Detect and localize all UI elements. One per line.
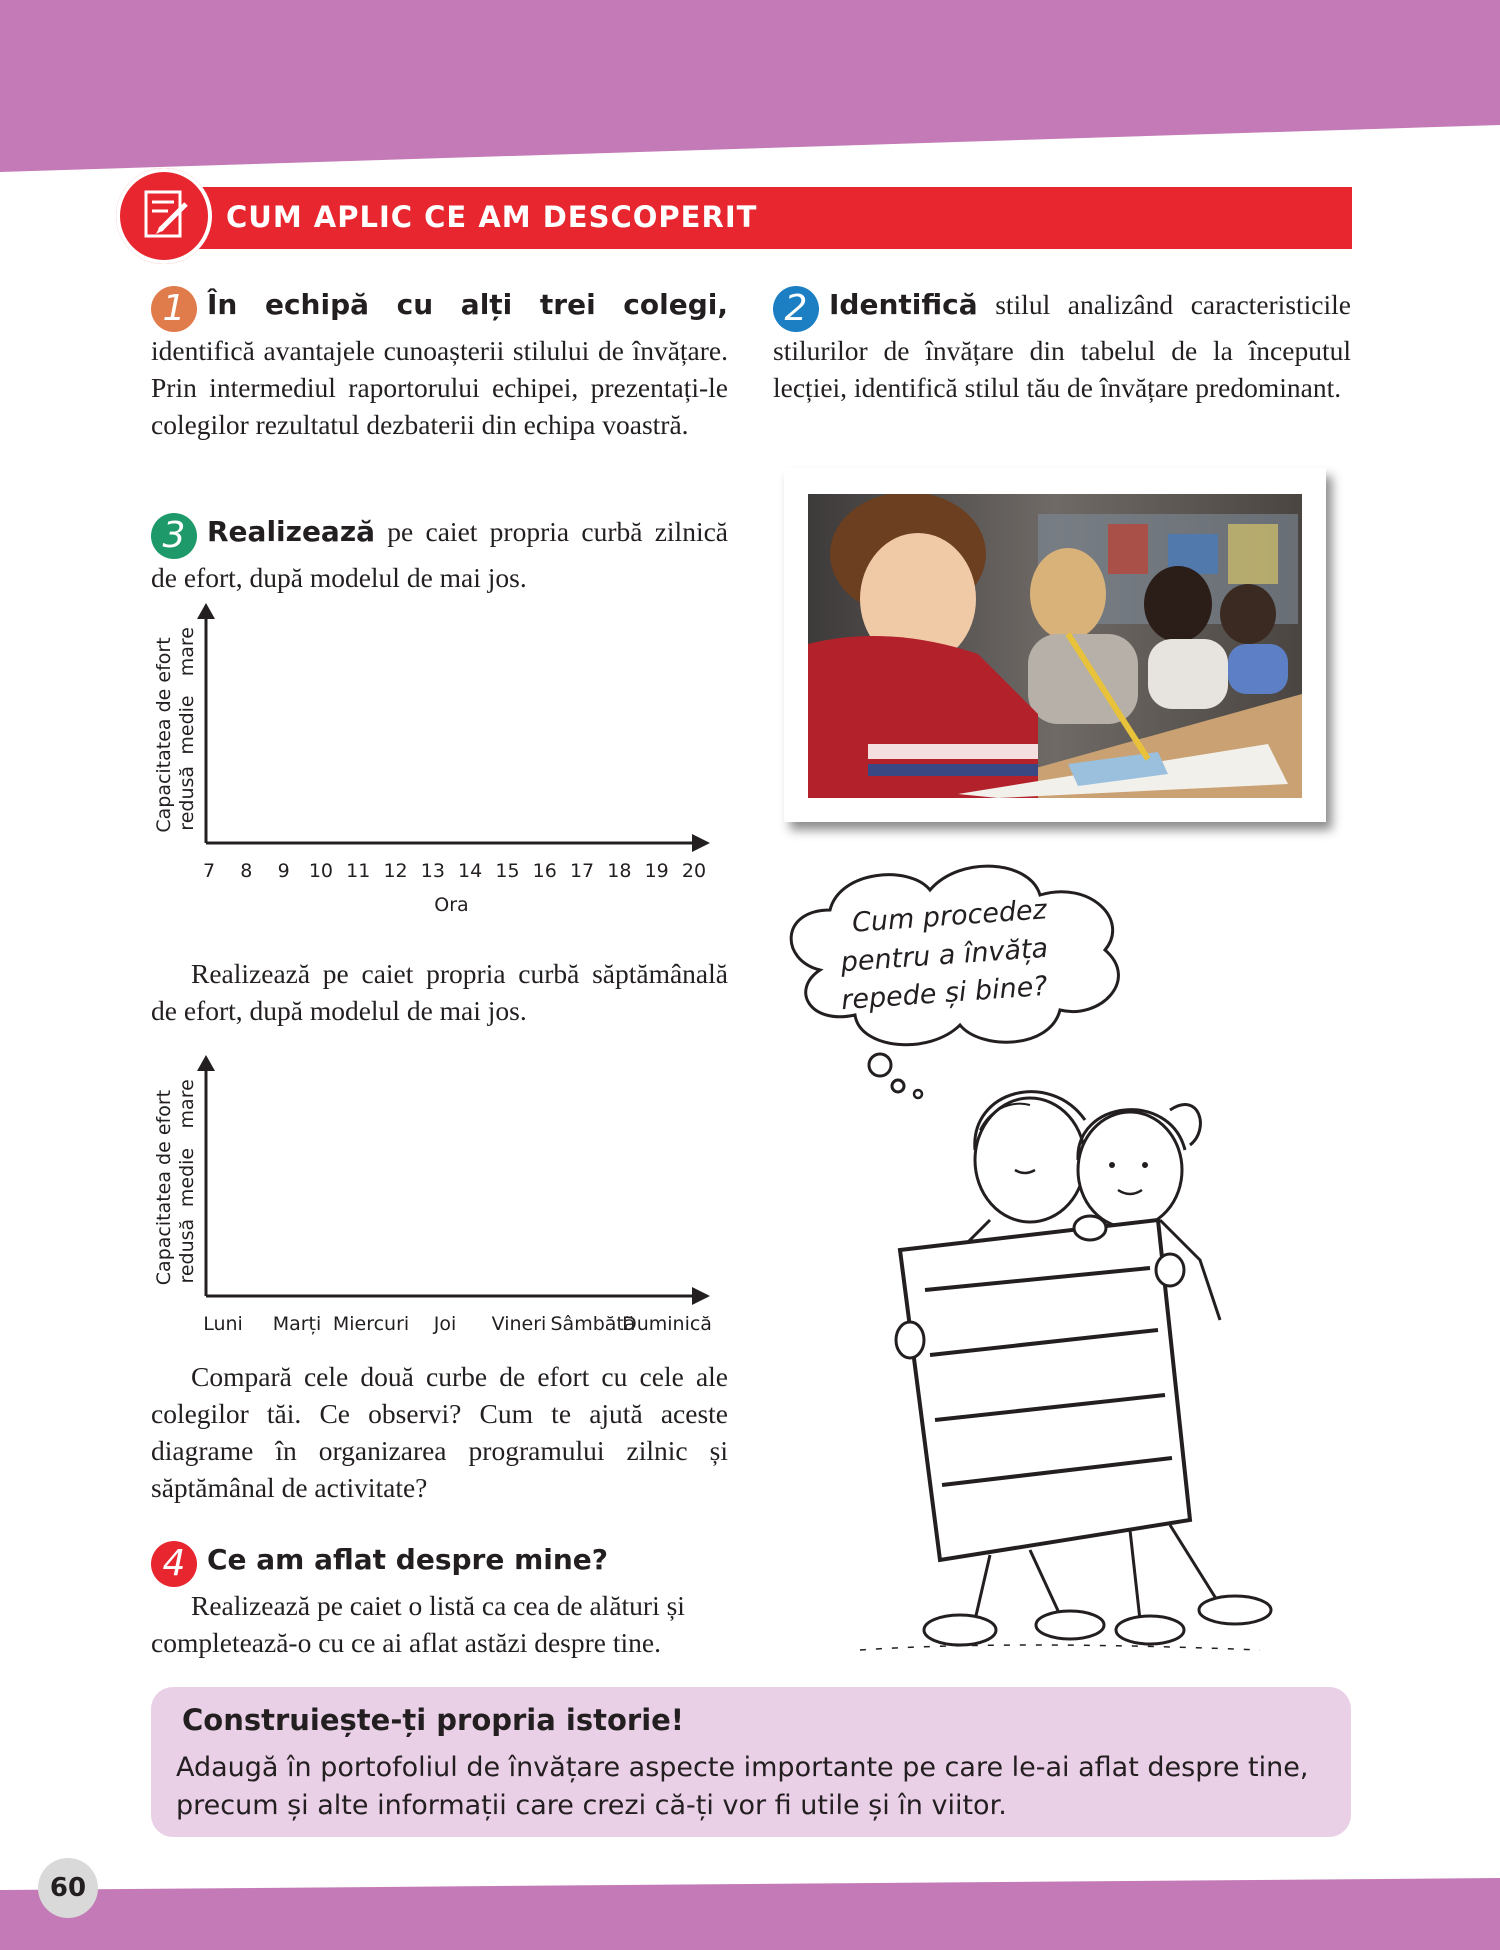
task-2-text: stilul analizând caracteristicile stilurilor de învățare din tabelul de la începutul lecției, identifică stilul tău de învățare predominant.	[773, 289, 1351, 403]
page-number: 60	[38, 1858, 98, 1918]
x-tick-label: Luni	[203, 1313, 243, 1335]
x-tick-label: Sâmbătă	[550, 1313, 636, 1335]
task-4-lead: Ce am aflat despre mine?	[207, 1543, 609, 1576]
task-3	[151, 513, 728, 596]
compare-paragraph: Compară cele două curbe de efort cu cele ale colegilor tăi. Ce observi? Cum te ajută aceste diagrame în organizarea programului zilnic și săptămânal de activitate?	[151, 1361, 728, 1503]
x-tick-label: Vineri	[491, 1313, 547, 1335]
y-category-label: redusă	[176, 765, 198, 831]
x-tick-label: 11	[346, 860, 371, 882]
x-tick-label: 19	[644, 860, 669, 882]
task-2-lead: Identifică	[829, 288, 978, 321]
thought-bubble-line1: Cum procedez	[851, 894, 1048, 939]
y-category-label: mare	[176, 627, 198, 677]
x-tick-label: Duminică	[622, 1313, 712, 1335]
x-tick-label: 15	[495, 860, 520, 882]
x-tick-label: 12	[383, 860, 408, 882]
daily-effort-chart	[140, 595, 720, 925]
x-tick-label: 8	[240, 860, 253, 882]
section-header-badge	[116, 168, 212, 264]
top-decorative-band	[0, 0, 1500, 175]
task-1	[151, 286, 728, 443]
task-3-number: 3	[151, 513, 197, 559]
thought-bubble-line2: pentru a învăța	[839, 932, 1050, 979]
x-tick-label: 7	[202, 860, 216, 882]
task-2	[773, 286, 1351, 406]
task-4	[151, 1541, 728, 1661]
x-tick-label: Marți	[272, 1313, 322, 1335]
x-tick-label: 13	[420, 860, 445, 882]
x-axis-arrow	[692, 1287, 710, 1305]
thought-bubble-line3: repede și bine?	[840, 970, 1049, 1017]
story-text: Adaugă în portofoliul de învățare aspecte importante pe care le-ai aflat despre tine, precum și alte informații care crezi că-ți vor fi utile și în viitor.	[176, 1752, 1309, 1821]
x-axis-label: Ora	[434, 894, 469, 916]
x-tick-label: 10	[308, 860, 334, 882]
x-axis-arrow	[692, 834, 710, 852]
y-axis-arrow	[197, 1055, 215, 1071]
pencil-paper-icon	[116, 168, 212, 264]
weekly-intro: Realizează pe caiet propria curbă săptămânală de efort, după modelul de mai jos.	[151, 958, 728, 1026]
classroom-photo	[784, 468, 1326, 822]
x-tick-label: Miercuri	[332, 1313, 410, 1335]
y-category-label: redusă	[176, 1218, 198, 1284]
task-4-number: 4	[151, 1541, 197, 1587]
x-tick-label: 14	[458, 860, 483, 882]
task-1-text: identifică avantajele cunoașterii stilului de învățare. Prin intermediul raportorului echipei, prezentați-le colegilor rezultatul dezbaterii din echipa voastră.	[151, 335, 728, 440]
section-title: CUM APLIC CE AM DESCOPERIT	[226, 200, 758, 234]
y-category-label: mare	[176, 1079, 198, 1129]
x-tick-label: 20	[681, 860, 707, 882]
x-tick-label: Joi	[433, 1313, 457, 1335]
y-axis-label: Capacitatea de efort	[153, 1089, 175, 1286]
x-tick-label: 9	[277, 860, 290, 882]
x-tick-label: 16	[532, 860, 557, 882]
y-axis-arrow	[197, 603, 215, 619]
y-category-label: medie	[176, 1147, 198, 1208]
task-3-lead: Realizează	[207, 515, 376, 548]
students-writing-image	[808, 494, 1302, 798]
x-tick-label: 17	[569, 860, 595, 882]
task-3-text: pe caiet propria curbă zilnică de efort, după modelul de mai jos.	[151, 516, 728, 593]
task-2-number: 2	[773, 286, 819, 332]
x-tick-label: 18	[607, 860, 632, 882]
story-title: Construiește-ți propria istorie!	[182, 1703, 685, 1737]
bottom-decorative-band	[0, 1870, 1500, 1950]
girls-with-sign-illustration	[760, 860, 1280, 1660]
y-axis-label: Capacitatea de efort	[153, 637, 175, 833]
y-category-label: medie	[176, 695, 198, 755]
task-1-number: 1	[151, 286, 197, 332]
task-1-lead: În echipă cu alți trei colegi,	[207, 288, 728, 321]
task-4-text: Realizează pe caiet o listă ca cea de alături și completează-o cu ce ai aflat astăzi despre tine.	[151, 1590, 685, 1658]
weekly-effort-chart	[140, 1047, 720, 1337]
blank-sign-board	[900, 1220, 1190, 1560]
